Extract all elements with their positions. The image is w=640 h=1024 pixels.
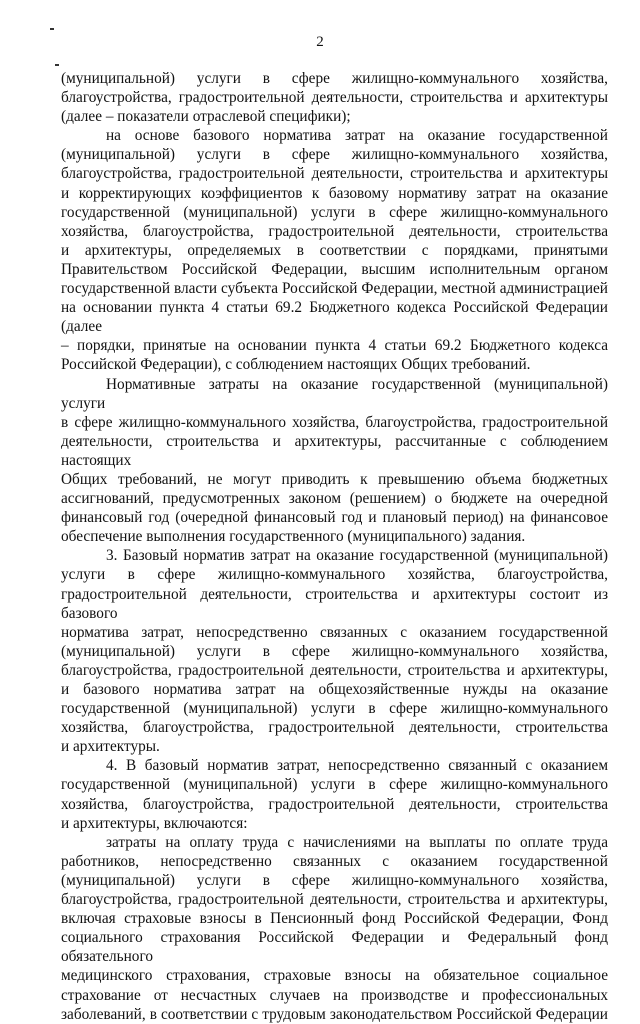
- text-line: обеспечение выполнения государственного (муниципального) задания.: [61, 528, 526, 546]
- paragraph: [61, 126, 608, 374]
- text-line: хозяйства, благоустройства, градостроительной деятельности, строительства: [61, 222, 608, 240]
- text-line: затраты на оплату труда с начислениями на выплаты по оплате труда: [106, 833, 608, 851]
- paragraph: [61, 546, 608, 756]
- text-line: (муниципальной) услуги в сфере жилищно-коммунального хозяйства,: [61, 642, 608, 660]
- document-body: [61, 69, 608, 1024]
- paragraph: [61, 833, 608, 1024]
- scan-speck: [55, 64, 59, 66]
- text-line: ассигнований, предусмотренных законом (решением) о бюджете на очередной: [61, 490, 608, 508]
- text-line: финансовый год (очередной финансовый год и плановый период) на финансовое: [61, 509, 608, 527]
- text-line: и архитектуры.: [61, 738, 160, 756]
- text-line: в сфере жилищно-коммунального хозяйства, благоустройства, градостроительной: [61, 413, 608, 431]
- text-line: благоустройства, градостроительной деятельности, строительства и архитектуры: [61, 165, 608, 183]
- text-line: Нормативные затраты на оказание государственной (муниципальной) услуги: [61, 375, 608, 412]
- text-line: (муниципальной) услуги в сфере жилищно-коммунального хозяйства,: [61, 70, 608, 87]
- paragraph: [61, 69, 608, 126]
- text-line: государственной (муниципальной) услуги в сфере жилищно-коммунального: [61, 203, 608, 221]
- text-line: Правительством Российской Федерации, высшим исполнительным органом: [61, 260, 608, 278]
- text-line: 4. В базовый норматив затрат, непосредственно связанный с оказанием: [106, 757, 608, 775]
- text-line: градостроительной деятельности, строительства и архитектуры состоит из базового: [61, 585, 608, 622]
- text-line: государственной (муниципальной) услуги в сфере жилищно-коммунального: [61, 700, 608, 718]
- text-line: страхование от несчастных случаев на производстве и профессиональных: [61, 986, 608, 1004]
- text-line: хозяйства, благоустройства, градостроительной деятельности, строительства: [61, 795, 608, 813]
- scan-speck: [50, 28, 54, 30]
- text-line: (муниципальной) услуги в сфере жилищно-коммунального хозяйства,: [61, 146, 608, 164]
- text-line: включая страховые взносы в Пенсионный фонд Российской Федерации, Фонд: [61, 910, 608, 928]
- text-line: на основании пункта 4 статьи 69.2 Бюджетного кодекса Российской Федерации (далее: [61, 299, 608, 336]
- paragraph: [61, 756, 608, 832]
- text-line: государственной власти субъекта Российской Федерации, местной администрацией: [61, 280, 608, 298]
- text-line: хозяйства, благоустройства, градостроительной деятельности, строительства: [61, 719, 608, 737]
- page-number: 2: [316, 34, 324, 50]
- text-line: Общих требований, не могут приводить к превышению объема бюджетных: [61, 470, 608, 488]
- text-line: на основе базового норматива затрат на оказание государственной: [106, 127, 608, 145]
- text-line: благоустройства, градостроительной деятельности, строительства и архитектуры: [61, 89, 608, 107]
- text-line: благоустройства, градостроительной деятельности, строительства и архитектуры,: [61, 891, 608, 909]
- text-line: государственной (муниципальной) услуги в сфере жилищно-коммунального: [61, 776, 608, 794]
- text-line: работников, непосредственно связанных с оказанием государственной: [61, 852, 608, 870]
- text-line: 3. Базовый норматив затрат на оказание государственной (муниципальной): [106, 547, 608, 565]
- text-line: благоустройства, градостроительной деятельности, строительства и архитектуры,: [61, 661, 608, 679]
- text-line: медицинского страхования, страховые взносы на обязательное социальное: [61, 967, 608, 985]
- text-line: – порядки, принятые на основании пункта 4 статьи 69.2 Бюджетного кодекса: [61, 337, 608, 355]
- text-line: заболеваний, в соответствии с трудовым законодательством Российской Федерации: [61, 1005, 608, 1023]
- text-line: и архитектуры, включаются:: [61, 814, 248, 832]
- text-line: и архитектуры, определяемых в соответствии с порядками, принятыми: [61, 241, 608, 259]
- text-line: и корректирующих коэффициентов к базовому нормативу затрат на оказание: [61, 184, 608, 202]
- paragraph: [61, 375, 608, 547]
- text-line: (муниципальной) услуги в сфере жилищно-коммунального хозяйства,: [61, 871, 608, 889]
- text-line: (далее – показатели отраслевой специфики);: [61, 108, 351, 126]
- text-line: деятельности, строительства и архитектуры, рассчитанные с соблюдением настоящих: [61, 432, 608, 469]
- text-line: и базового норматива затрат на общехозяйственные нужды на оказание: [61, 681, 608, 698]
- text-line: социального страхования Российской Федерации и Федеральный фонд обязательного: [61, 929, 608, 966]
- text-line: норматива затрат, непосредственно связанных с оказанием государственной: [61, 623, 608, 641]
- text-line: услуги в сфере жилищно-коммунального хозяйства, благоустройства,: [61, 566, 608, 584]
- text-line: Российской Федерации), с соблюдением настоящих Общих требований.: [61, 356, 531, 374]
